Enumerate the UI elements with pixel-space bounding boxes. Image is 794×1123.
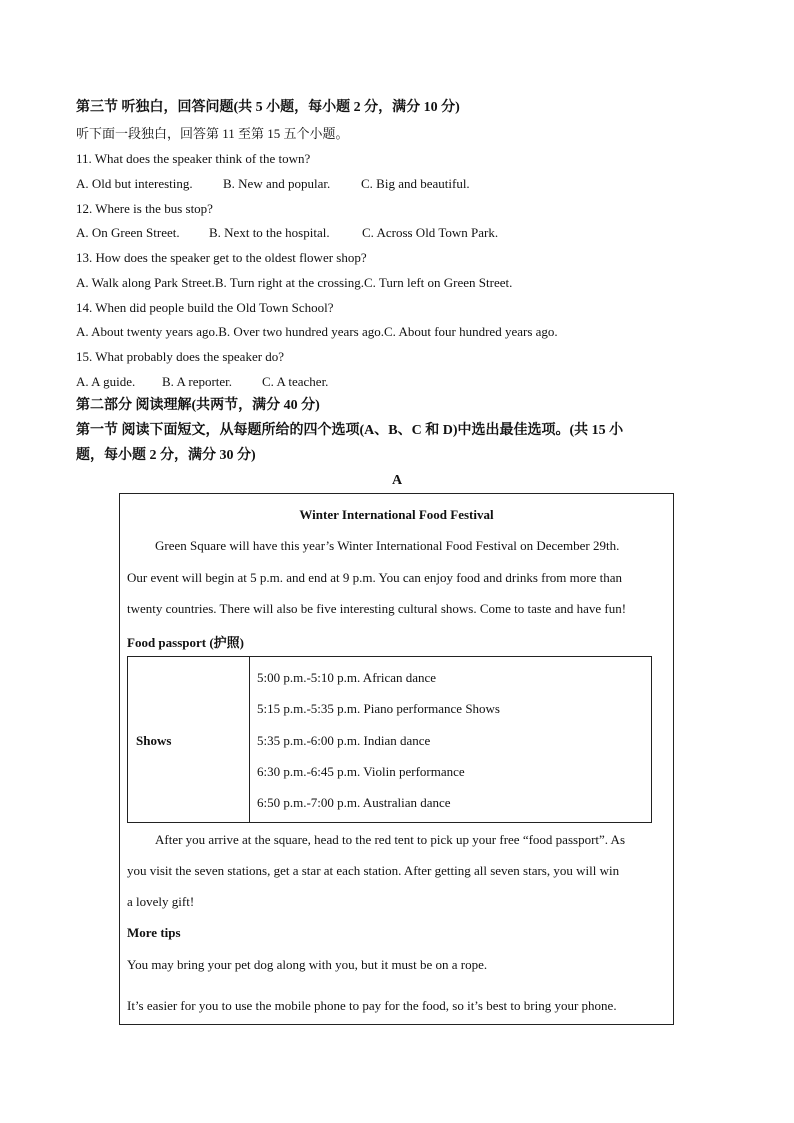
food-passport-label: Food passport (护照) <box>127 635 245 650</box>
option-c: C. Big and beautiful. <box>361 176 470 191</box>
option-b: B. New and popular. <box>223 176 331 191</box>
passage-title: Winter International Food Festival <box>299 507 494 522</box>
part2-section1-heading-line1: 第一节 阅读下面短文，从每题所给的四个选项(A、B、C 和 D)中选出最佳选项。(共 15 小 <box>76 423 624 438</box>
question-15: 15. What probably does the speaker do? <box>76 349 285 364</box>
show-row: 5:35 p.m.-6:00 p.m. Indian dance <box>257 733 431 748</box>
show-row: 5:15 p.m.-5:35 p.m. Piano performance Shows <box>257 701 500 716</box>
passage-box <box>119 493 674 1025</box>
option-c: C. A teacher. <box>262 374 329 389</box>
show-row: 5:00 p.m.-5:10 p.m. African dance <box>257 670 437 685</box>
shows-label: Shows <box>136 733 172 748</box>
option-a: A. On Green Street. <box>76 225 180 240</box>
option-c: C. Across Old Town Park. <box>362 225 499 240</box>
option-c: C. Turn left on Green Street. <box>363 275 513 290</box>
option-b: B. Turn right at the crossing. <box>214 275 364 290</box>
show-row: 6:50 p.m.-7:00 p.m. Australian dance <box>257 795 451 810</box>
option-a: A. Old but interesting. <box>76 176 193 191</box>
part2-section1-heading-line2: 题，每小题 2 分，满分 30 分) <box>76 448 256 463</box>
shows-table <box>127 656 652 823</box>
para2-line2: you visit the seven stations, get a star at each station. After getting all seven stars, you will win <box>127 863 620 878</box>
tip-2: It’s easier for you to use the mobile phone to pay for the food, so it’s best to bring your phone. <box>127 998 617 1013</box>
passage-letter: A <box>391 473 403 488</box>
part2-heading: 第二部分 阅读理解(共两节，满分 40 分) <box>76 398 320 413</box>
tip-1: You may bring your pet dog along with you, but it must be on a rope. <box>127 957 488 972</box>
para1-line2: Our event will begin at 5 p.m. and end at 9 p.m. You can enjoy food and drinks from more than <box>127 570 622 585</box>
question-14-options <box>76 324 558 340</box>
question-12-options <box>76 225 498 241</box>
question-11-options <box>76 176 470 192</box>
table-divider <box>249 657 250 822</box>
para2-line1: After you arrive at the square, head to the red tent to pick up your free “food passport”. As <box>155 832 626 847</box>
show-row: 6:30 p.m.-6:45 p.m. Violin performance <box>257 764 465 779</box>
option-b: B. Next to the hospital. <box>209 225 330 240</box>
more-tips-label: More tips <box>127 925 181 940</box>
question-13-options <box>76 275 512 291</box>
para2-line3: a lovely gift! <box>127 894 195 909</box>
para1-line3: twenty countries. There will also be five interesting cultural shows. Come to taste and have fun! <box>127 601 627 616</box>
option-a: A. Walk along Park Street. <box>76 275 215 290</box>
section3-instruction: 听下面一段独白，回答第 11 至第 15 五个小题。 <box>76 126 349 141</box>
question-11: 11. What does the speaker think of the town? <box>76 151 311 166</box>
option-a: A. A guide. <box>76 374 136 389</box>
option-a: A. About twenty years ago. <box>76 324 219 339</box>
question-12: 12. Where is the bus stop? <box>76 201 213 216</box>
para1-line1: Green Square will have this year’s Winter International Food Festival on December 29th. <box>155 538 620 553</box>
question-13: 13. How does the speaker get to the oldest flower shop? <box>76 250 367 265</box>
question-14: 14. When did people build the Old Town School? <box>76 300 334 315</box>
option-b: B. A reporter. <box>162 374 233 389</box>
option-b: B. Over two hundred years ago. <box>218 324 384 339</box>
option-c: C. About four hundred years ago. <box>383 324 558 339</box>
section3-heading: 第三节 听独白，回答问题(共 5 小题，每小题 2 分，满分 10 分) <box>76 100 460 115</box>
question-15-options <box>76 374 328 390</box>
